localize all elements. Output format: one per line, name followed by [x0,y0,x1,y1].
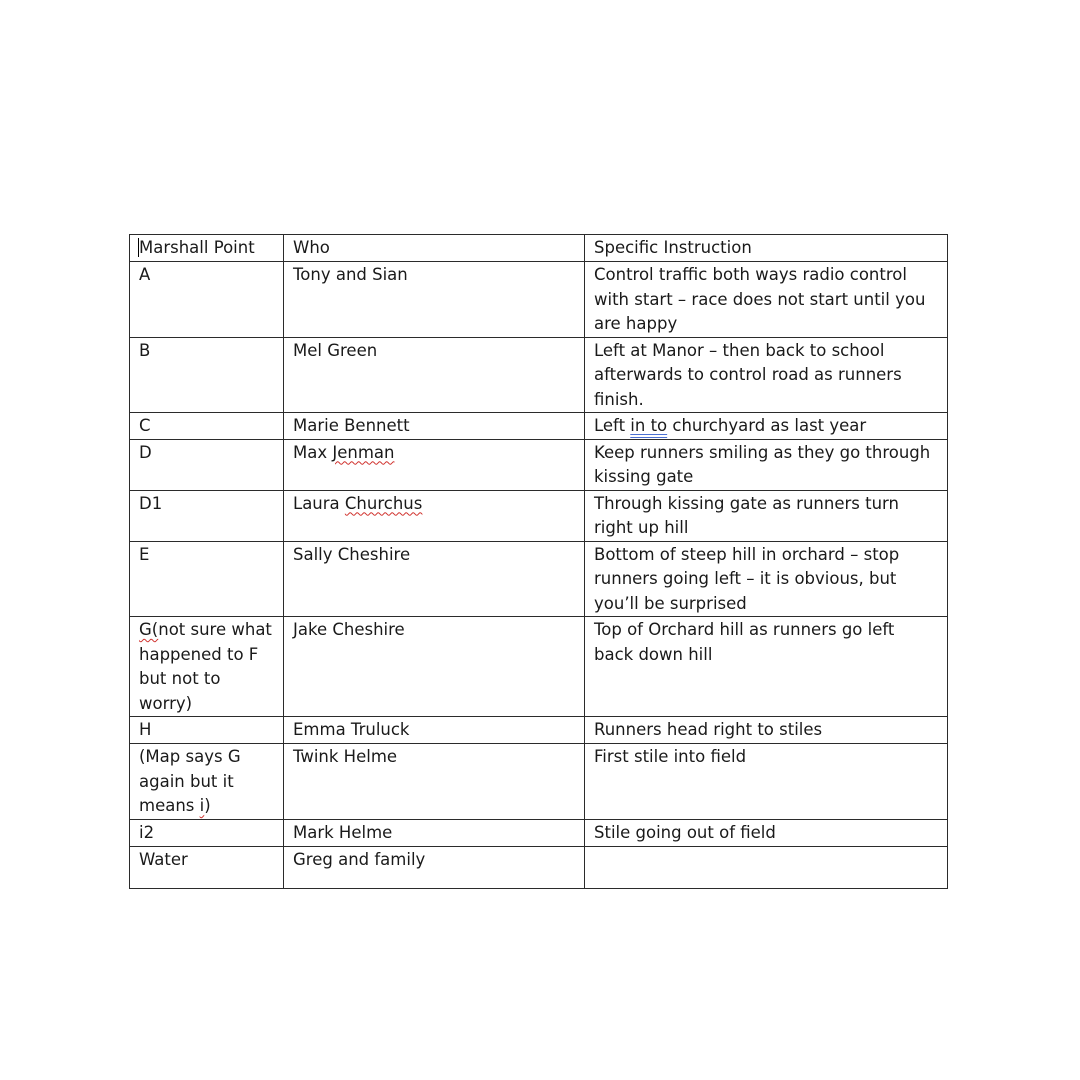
table-row [130,490,948,541]
cell-instruction[interactable]: Top of Orchard hill as runners go left back down hill [585,617,948,717]
marshal-table [129,234,948,889]
table-row [130,337,948,413]
spelling-mark: i [199,796,205,815]
cell-who[interactable]: Twink Helme [284,744,585,820]
spelling-mark: G( [139,620,159,639]
table-row [130,744,948,820]
cell-point[interactable]: (Map says G again but it means i) [130,744,284,820]
cell-point[interactable]: G(not sure what happened to F but not to worry) [130,617,284,717]
cell-point[interactable]: D [130,439,284,490]
cell-point[interactable]: i2 [130,819,284,846]
table-row [130,617,948,717]
cell-who[interactable]: Laura Churchus [284,490,585,541]
cell-point[interactable]: E [130,541,284,617]
cell-point[interactable]: B [130,337,284,413]
table-row [130,717,948,744]
spelling-mark: Jenman [332,442,395,462]
table-row [130,262,948,338]
cell-point[interactable]: Water [130,846,284,888]
cell-who[interactable]: Mark Helme [284,819,585,846]
cell-who[interactable]: Sally Cheshire [284,541,585,617]
table-row [130,819,948,846]
cell-instruction[interactable]: Keep runners smiling as they go through kissing gate [585,439,948,490]
cell-point[interactable]: A [130,262,284,338]
header-marshall-point[interactable]: Marshall Point [130,235,284,262]
cell-instruction[interactable]: Control traffic both ways radio control with start – race does not start until you are happy [585,262,948,338]
cell-point[interactable]: H [130,717,284,744]
grammar-mark: in to [630,416,668,435]
header-instruction[interactable]: Specific Instruction [585,235,948,262]
cell-instruction[interactable]: Stile going out of field [585,819,948,846]
cell-who[interactable]: Greg and family [284,846,585,888]
cell-instruction[interactable]: First stile into field [585,744,948,820]
cell-instruction[interactable] [585,846,948,888]
cell-who[interactable]: Emma Truluck [284,717,585,744]
header-who[interactable]: Who [284,235,585,262]
cell-who[interactable]: Tony and Sian [284,262,585,338]
table-row [130,413,948,440]
table-row [130,846,948,888]
cell-instruction[interactable]: Left in to churchyard as last year [585,413,948,440]
cell-who[interactable]: Max Jenman [284,439,585,490]
cell-instruction[interactable]: Through kissing gate as runners turn right up hill [585,490,948,541]
cell-who[interactable]: Mel Green [284,337,585,413]
document-page-clip [129,234,947,869]
cell-instruction[interactable]: Runners head right to stiles [585,717,948,744]
table-row [130,439,948,490]
cell-who[interactable]: Marie Bennett [284,413,585,440]
table-header-row [130,235,948,262]
cell-point[interactable]: C [130,413,284,440]
cell-instruction[interactable]: Left at Manor – then back to school afterwards to control road as runners finish. [585,337,948,413]
cell-who[interactable]: Jake Cheshire [284,617,585,717]
spelling-mark: Churchus [344,493,423,513]
table-row [130,541,948,617]
cell-instruction[interactable]: Bottom of steep hill in orchard – stop runners going left – it is obvious, but you’ll be surprised [585,541,948,617]
cell-point[interactable]: D1 [130,490,284,541]
